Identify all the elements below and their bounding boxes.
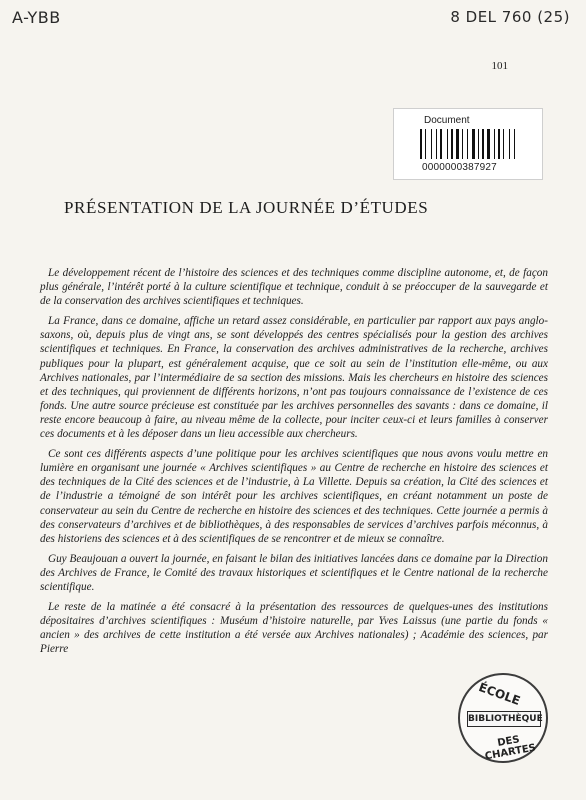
- paragraph: Le reste de la matinée a été consacré à la présentation des ressources de quelques-unes des institutions dépositaires d’archives scientifiques : Muséum d’histoire naturelle, par Yves Laissus (une partie du fonds « ancien » des archives de cette institution a été versée aux Archives nationales) ; Académie des sciences, par Pierre: [40, 601, 548, 656]
- stamp-text-bottom: DES CHARTES: [484, 734, 537, 763]
- barcode-label-title: Document: [424, 115, 470, 126]
- barcode-number: 0000000387927: [422, 162, 497, 173]
- handwritten-shelf-mark: 8 DEL 760 (25): [450, 8, 570, 26]
- stamp-text-top: ÉCOLE: [476, 680, 523, 708]
- paragraph: Guy Beaujouan a ouvert la journée, en faisant le bilan des initiatives lancées dans ce domaine par la Direction des Archives de France, le Comité des travaux historiques et scientifiques et le Centre national de la recherche scientifique.: [40, 552, 548, 593]
- paragraph: Ce sont ces différents aspects d’une politique pour les archives scientifiques que nous avons voulu mettre en lumière en organisant une journée « Archives scientifiques » au Centre de recherche en histoire des sciences et des techniques de la Cité des sciences et de l’industrie, à La Villette. Depuis sa création, la Cité des sciences et de l’industrie a témoigné de son intérêt pour les archives scientifiques, en créant notamment un poste de conservateur au sein du Centre de recherche en histoire des sciences et des techniques. Cette journée a permis à des conservateurs d’archives et de bibliothèques, à des responsables de services d’archives parfois méconnus, à des historiens des sciences et à des scientifiques de se rencontrer et de mieux se connaître.: [40, 448, 548, 545]
- paragraph: Le développement récent de l’histoire des sciences et des techniques comme discipline autonome, et, de façon plus générale, l’intérêt porté à la culture scientifique et technique, conduit à se préoccuper de la sauvegarde et de la conservation des archives scientifiques et techniques.: [40, 267, 548, 308]
- stamp-text-middle: BIBLIOTHÈQUE: [467, 711, 541, 727]
- paragraph: La France, dans ce domaine, affiche un retard assez considérable, en particulier par rapport aux pays anglo-saxons, où, depuis plus de vingt ans, se sont développés des centres spécialisés pour la gestion des archives scientifiques et techniques. En France, la conservation des archives administratives de la recherche, archives publiques pour la plupart, est généralement acquise, que ce soit au sein de l’institution elle-même, ou aux Archives nationales, par l’intermédiaire de sa section des missions. Mais les chercheurs en histoire des sciences et des techniques, qui proviennent de différents horizons, n’ont pas toujours connaissance de l’existence de ces fonds. Une autre source précieuse est constituée par les archives personnelles des savants : dans ce domaine, il reste encore beaucoup à faire, au niveau même de la collecte, pour inciter ceux-ci et leurs familles à conserver ces documents et à les déposer dans un lieu accessible aux chercheurs.: [40, 315, 548, 441]
- barcode-label: [393, 108, 543, 180]
- barcode-icon: [420, 129, 520, 159]
- body-text: [40, 266, 548, 662]
- page-title: PRÉSENTATION DE LA JOURNÉE D’ÉTUDES: [64, 198, 429, 217]
- page-number: 101: [491, 60, 508, 72]
- library-stamp: [458, 673, 548, 763]
- handwritten-call-mark: A-YBB: [12, 8, 61, 27]
